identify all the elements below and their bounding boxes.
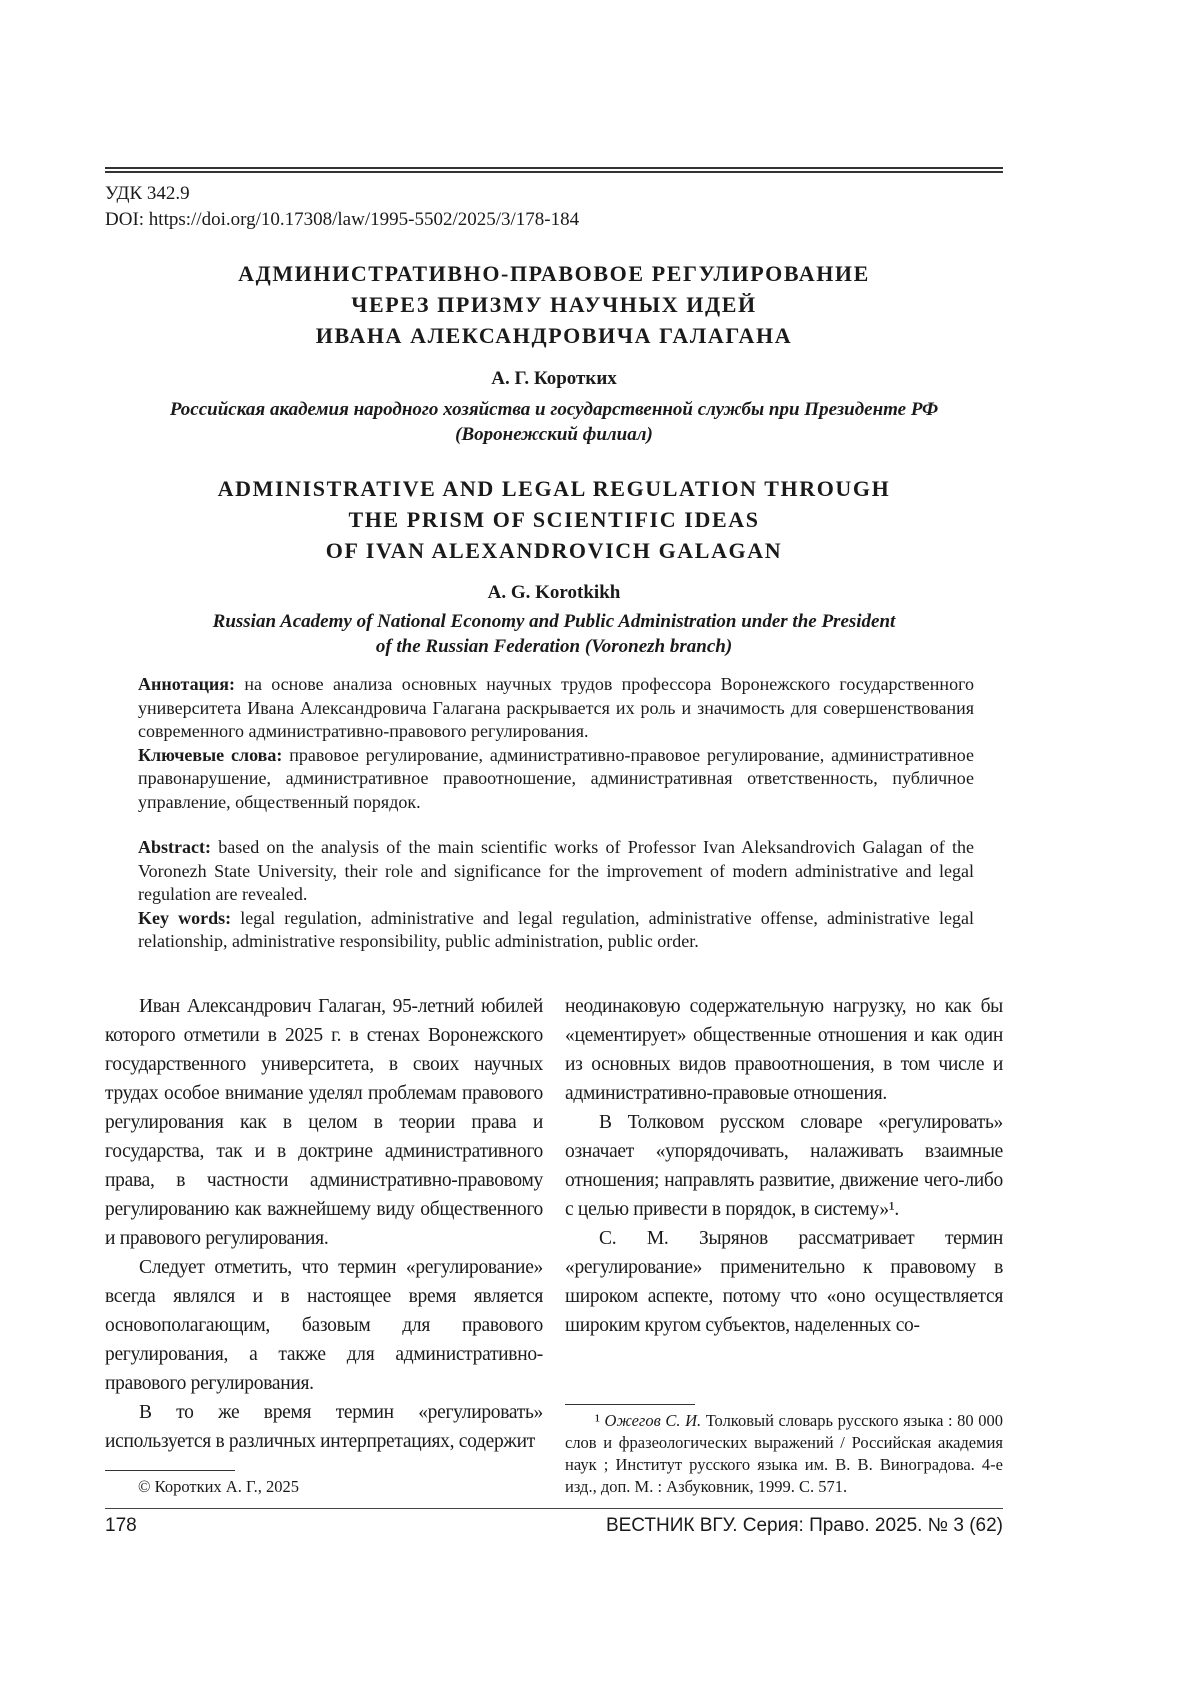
footnote-rule-left [105, 1470, 235, 1471]
paragraph: Следует отметить, что термин «регулирование» всегда являлся и в настоящее время является основополагающим, базовым для правового регулирования, а также для административно-правового регулирования. [105, 1253, 543, 1398]
abstract-en-text: based on the analysis of the main scientific works of Professor Ivan Aleksandrovich Galagan of the Voronezh State University, their role and significance for the improvement of modern administrative and legal regulation are revealed. [138, 837, 974, 904]
footnote-1 [565, 1410, 1003, 1498]
footnote-rule-right [565, 1404, 695, 1405]
title-ru-line: АДМИНИСТРАТИВНО-ПРАВОВОЕ РЕГУЛИРОВАНИЕ [105, 258, 1003, 289]
doi-link[interactable]: DOI: https://doi.org/10.17308/law/1995-5502/2025/3/178-184 [105, 207, 1003, 233]
footnote-block-right [565, 1390, 1003, 1498]
article-meta [105, 181, 1003, 233]
footnote-text: Толковый словарь русского языка : 80 000 слов и фразеологических выражений / Российская академия наук ; Институт русского языка им. В. В. Виноградова. 4-е изд., доп. М. : Азбуковник, 1999. С. 571. [565, 1411, 1003, 1496]
affiliation-en [105, 609, 1003, 659]
abstract-en-label: Abstract: [138, 837, 211, 857]
keywords-en-text: legal regulation, administrative and legal regulation, administrative offense, administrative legal relationship, administrative responsibility, public administration, public order. [138, 908, 974, 952]
paragraph: неодинаковую содержательную нагрузку, но как бы «цементирует» общественные отношения и как один из основных видов правоотношения, в том числе и административно-правовые отношения. [565, 992, 1003, 1108]
abstract-en [138, 836, 974, 954]
abstract-ru-label: Аннотация: [138, 674, 235, 694]
title-en-line: OF IVAN ALEXANDROVICH GALAGAN [105, 535, 1003, 566]
paragraph: С. М. Зырянов рассматривает термин «регулирование» применительно к правовому в широком аспекте, потому что «оно осуществляется широким кругом субъектов, наделенных со- [565, 1224, 1003, 1340]
udk-code: УДК 342.9 [105, 181, 1003, 207]
title-ru-line: ИВАНА АЛЕКСАНДРОВИЧА ГАЛАГАНА [105, 320, 1003, 351]
page [105, 0, 1003, 1578]
abstract-ru-text: на основе анализа основных научных трудов профессора Воронежского государственного университета Ивана Александровича Галагана раскрывается их роль и значимость для совершенствования современного административно-правового регулирования. [138, 674, 974, 741]
abstract-ru [138, 673, 974, 814]
page-number: 178 [105, 1514, 137, 1538]
body-columns [105, 992, 1003, 1498]
keywords-en-label: Key words: [138, 908, 231, 928]
affiliation-ru [105, 397, 1003, 447]
page-footer [105, 1514, 1003, 1538]
title-en [105, 473, 1003, 566]
affiliation-en-line: of the Russian Federation (Voronezh branch) [105, 634, 1003, 659]
copyright-note: © Коротких А. Г., 2025 [105, 1476, 543, 1498]
body-column-left [105, 992, 543, 1498]
footnote-author: Ожегов С. И. [605, 1411, 702, 1430]
title-en-line: THE PRISM OF SCIENTIFIC IDEAS [105, 504, 1003, 535]
body-column-right [565, 992, 1003, 1498]
title-ru [105, 258, 1003, 351]
journal-name: ВЕСТНИК ВГУ. Серия: Право. 2025. № 3 (62) [606, 1514, 1003, 1538]
title-en-line: ADMINISTRATIVE AND LEGAL REGULATION THROUGH [105, 473, 1003, 504]
paragraph: В Толковом русском словаре «регулировать» означает «упорядочивать, налаживать взаимные отношения; направлять развитие, движение чего-либо с целью привести в порядок, в систему»¹. [565, 1108, 1003, 1224]
author-en: A. G. Korotkikh [105, 580, 1003, 605]
author-ru: А. Г. Коротких [105, 366, 1003, 391]
affiliation-en-line: Russian Academy of National Economy and Public Administration under the President [105, 609, 1003, 634]
keywords-ru-label: Ключевые слова: [138, 745, 282, 765]
paragraph: В то же время термин «регулировать» используется в различных интерпретациях, содержит [105, 1398, 543, 1456]
header-double-rule [105, 167, 1003, 173]
footer-rule [105, 1508, 1003, 1509]
keywords-ru-text: правовое регулирование, административно-правовое регулирование, административное правонарушение, административное правоотношение, административная ответственность, публичное управление, общественный порядок. [138, 745, 974, 812]
paragraph: Иван Александрович Галаган, 95-летний юбилей которого отметили в 2025 г. в стенах Воронежского государственного университета, в своих научных трудах особое внимание уделял проблемам правового регулирования как в целом в теории права и государства, так и в доктрине административного права, в частности административно-правовому регулированию как важнейшему виду общественного и правового регулирования. [105, 992, 543, 1253]
title-ru-line: ЧЕРЕЗ ПРИЗМУ НАУЧНЫХ ИДЕЙ [105, 289, 1003, 320]
affiliation-ru-line: (Воронежский филиал) [105, 422, 1003, 447]
affiliation-ru-line: Российская академия народного хозяйства и государственной службы при Президенте РФ [105, 397, 1003, 422]
footnote-mark: ¹ [595, 1411, 600, 1430]
footnote-block-left [105, 1456, 543, 1498]
